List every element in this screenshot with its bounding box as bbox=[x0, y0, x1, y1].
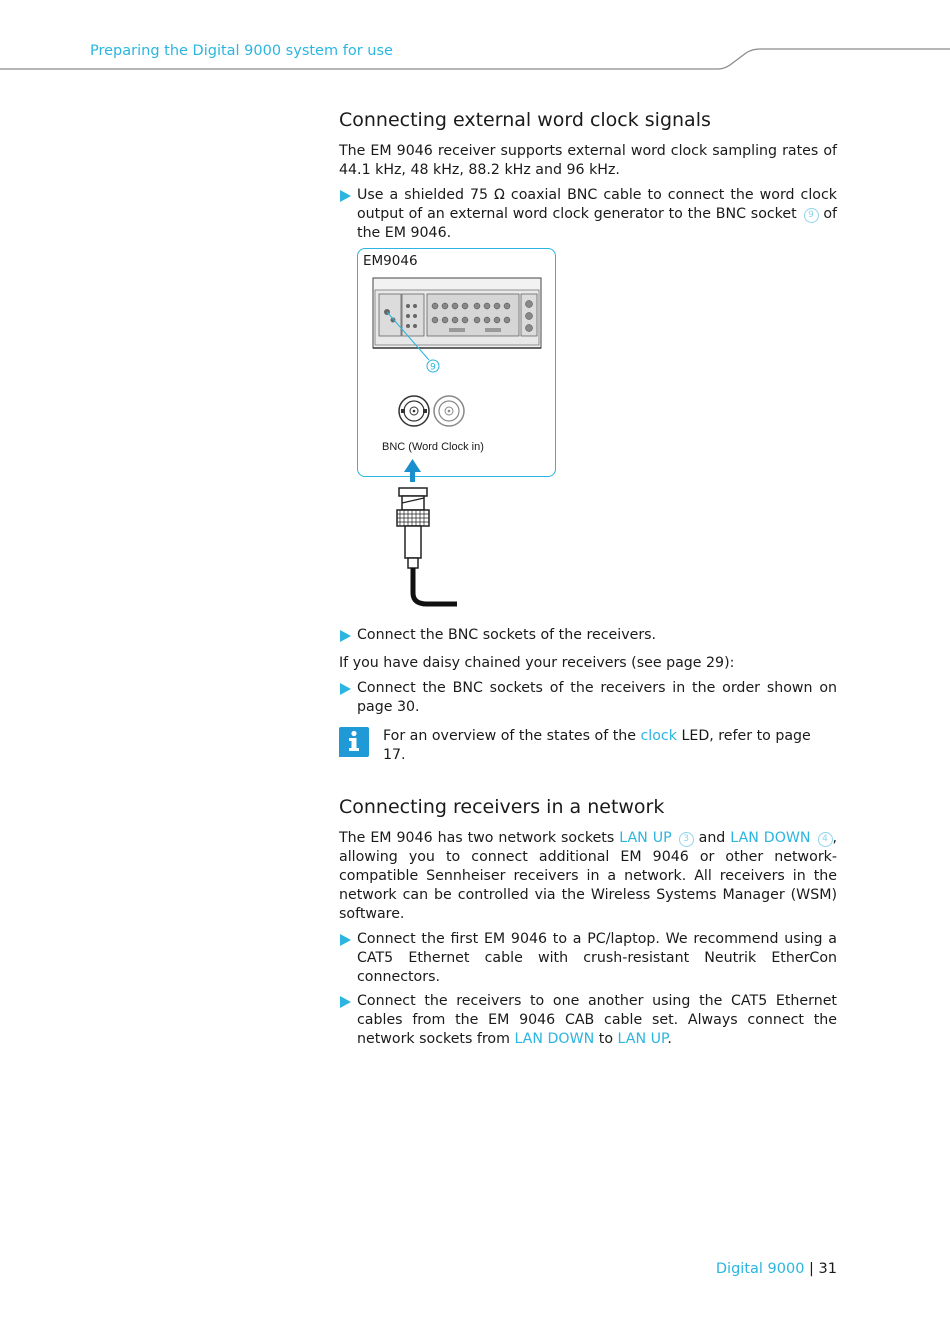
page-content bbox=[339, 108, 837, 1054]
lan-up-term: LAN UP bbox=[619, 830, 672, 846]
info-icon bbox=[339, 727, 369, 757]
bullet-arrow-icon bbox=[340, 996, 351, 1008]
network-section bbox=[339, 795, 837, 1049]
bullet-arrow-icon bbox=[340, 630, 351, 642]
device-label: EM9046 bbox=[363, 253, 418, 269]
daisy-chain-intro: If you have daisy chained your receivers (see page 29): bbox=[339, 655, 735, 671]
step-connect-cable: Use a shielded 75 Ω coaxial BNC cable to connect the word clock output of an external word clock generator to the BNC socket 9 of the EM 9046. bbox=[339, 186, 837, 243]
lan-down-term: LAN DOWN bbox=[730, 830, 811, 846]
step-connect-order: Connect the BNC sockets of the receivers in the order shown on page 30. bbox=[339, 679, 837, 717]
info-note: For an overview of the states of the clock LED, refer to page 17. bbox=[339, 727, 837, 765]
section-heading-network: Connecting receivers in a network bbox=[339, 796, 665, 818]
bullet-arrow-icon bbox=[340, 934, 351, 946]
arrow-up-icon bbox=[404, 459, 421, 482]
bnc-socket-label: BNC (Word Clock in) bbox=[382, 441, 484, 453]
bullet-arrow-icon bbox=[340, 683, 351, 695]
callout-number: 4 bbox=[818, 832, 833, 847]
callout-number: 3 bbox=[679, 832, 694, 847]
receiver-rear-panel bbox=[373, 278, 541, 348]
step-connect-bnc: Connect the BNC sockets of the receivers. bbox=[339, 626, 837, 645]
bnc-plug-icon bbox=[397, 488, 457, 604]
receiver-illustration bbox=[357, 248, 617, 620]
clock-led-link[interactable]: clock bbox=[640, 728, 677, 744]
step-connect-pc: Connect the first EM 9046 to a PC/laptop. We recommend using a CAT5 Ethernet cable with crush-resistant Neutrik EtherCon connectors. bbox=[339, 930, 837, 987]
word-clock-intro: The EM 9046 receiver supports external word clock sampling rates of 44.1 kHz, 48 kHz, 88.2 kHz and 96 kHz. bbox=[339, 143, 837, 178]
bnc-socket-icon bbox=[399, 396, 429, 426]
footer-brand: Digital 9000 bbox=[715, 1261, 805, 1277]
bnc-connection-figure bbox=[357, 248, 617, 620]
network-intro: The EM 9046 has two network sockets LAN UP 3 and LAN DOWN 4 , allowing you to connect additional EM 9046 or other network-compatible Sennheiser receivers in a network. All receivers in the network can be controlled via the Wireless Systems Manager (WSM) software. bbox=[339, 830, 838, 922]
bnc-socket-icon bbox=[434, 396, 464, 426]
page-footer bbox=[716, 1261, 837, 1277]
page-number: 31 bbox=[818, 1261, 837, 1277]
section-heading-word-clock: Connecting external word clock signals bbox=[339, 109, 711, 131]
bullet-arrow-icon bbox=[340, 190, 351, 202]
callout-number: 9 bbox=[804, 208, 819, 223]
callout-number: 9 bbox=[430, 362, 436, 373]
footer-separator: | bbox=[809, 1261, 814, 1277]
lan-up-term: LAN UP bbox=[617, 1031, 668, 1047]
lan-down-term: LAN DOWN bbox=[514, 1031, 595, 1047]
step-connect-receivers: Connect the receivers to one another using the CAT5 Ethernet cables from the EM 9046 CAB cable set. Always connect the network sockets from LAN DOWN to LAN UP. bbox=[339, 992, 837, 1049]
running-header: Preparing the Digital 9000 system for use bbox=[90, 43, 393, 59]
